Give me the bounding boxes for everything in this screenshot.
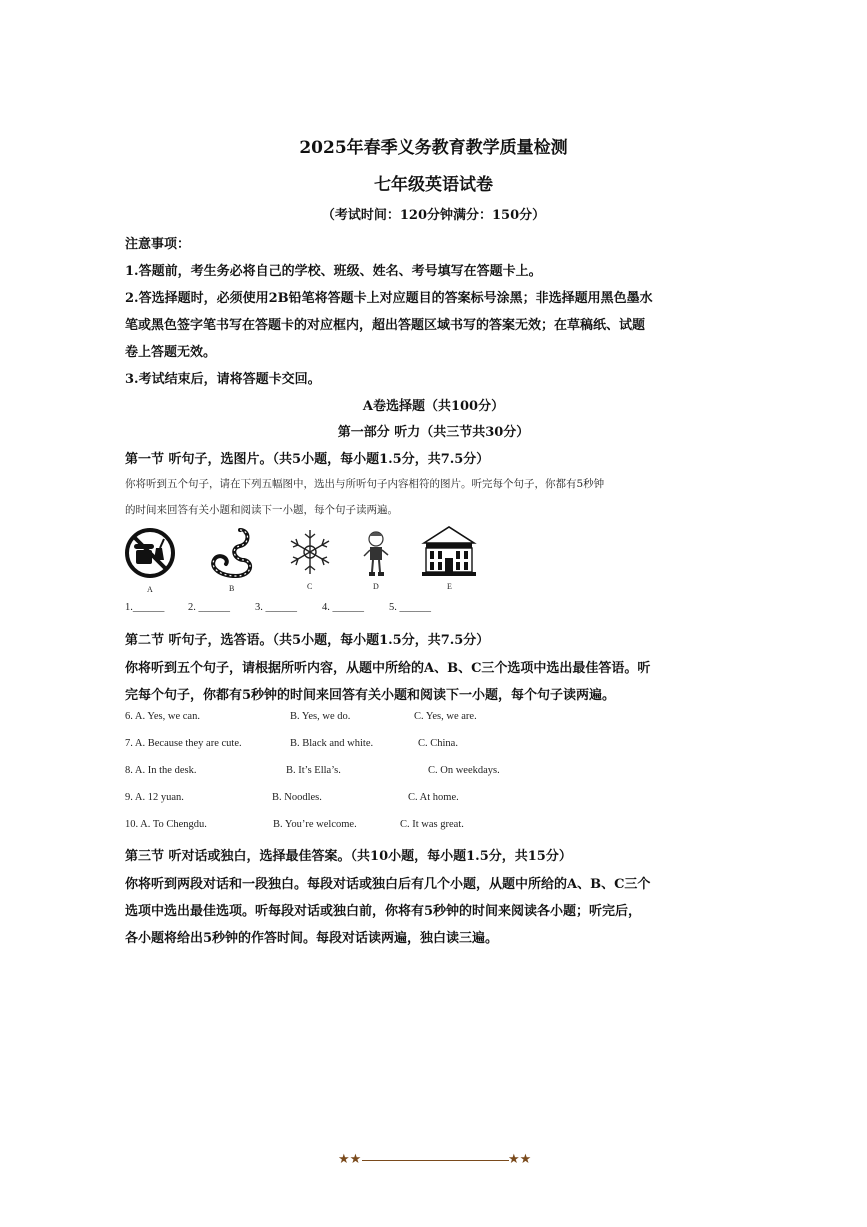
section-a-heading: A卷选择题（共100分） [362, 399, 505, 414]
notice-heading: 注意事项： [125, 237, 191, 252]
answer-blank-3[interactable]: 3. ______ [255, 602, 297, 613]
picture-label-d: D [373, 582, 379, 591]
notice-item-2-line-2: 笔或黑色签字笔书写在答题卡的对应框内，超出答题区域书写的答案无效；在草稿纸、试题 [125, 318, 646, 333]
picture-label-e: E [447, 582, 452, 591]
section1-instructions-line-2: 的时间来回答有关小题和阅读下一小题，每个句子读两遍。 [125, 504, 398, 516]
footer-divider [362, 1160, 509, 1161]
exam-info: （考试时间：120分钟满分：150分） [321, 208, 546, 223]
notice-item-2-line-3: 卷上答题无效。 [125, 345, 217, 360]
notice-item-1: 1.答题前，考生务必将自己的学校、班级、姓名、考号填写在答题卡上。 [125, 264, 542, 279]
snowflake-icon [286, 526, 334, 578]
section1-heading: 第一节 听句子，选图片。（共5小题，每小题1.5分，共7.5分） [125, 452, 490, 467]
answer-blank-1[interactable]: 1.______ [125, 602, 165, 613]
option-a[interactable]: 10. A. To Chengdu. [125, 819, 207, 830]
section2-heading: 第二节 听句子，选答语。（共5小题，每小题1.5分，共7.5分） [125, 633, 490, 648]
option-b[interactable]: B. It’s Ella’s. [286, 765, 341, 776]
option-b[interactable]: B. Black and white. [290, 738, 374, 749]
picture-label-b: B [229, 584, 235, 593]
option-c[interactable]: C. On weekdays. [428, 765, 500, 776]
notice-item-3: 3.考试结束后，请将答题卡交回。 [125, 372, 321, 387]
answer-blank-2[interactable]: 2. ______ [188, 602, 230, 613]
option-a[interactable]: 7. A. Because they are cute. [125, 738, 242, 749]
option-a[interactable]: 9. A. 12 yuan. [125, 792, 184, 803]
page-footer-ornament [338, 1152, 533, 1168]
option-c[interactable]: C. China. [418, 738, 458, 749]
section3-instructions-line-1: 你将听到两段对话和一段独白。每段对话或独白后有几个小题，从题中所给的A、B、C三个 [125, 877, 651, 892]
option-a[interactable]: 8. A. In the desk. [125, 765, 197, 776]
building-icon [420, 523, 478, 578]
section3-instructions-line-2: 选项中选出最佳选项。听每段对话或独白前，你将有5秒钟的时间来阅读各小题；听完后， [125, 904, 642, 919]
section2-instructions-line-2: 完每个句子，你都有5秒钟的时间来回答有关小题和阅读下一小题，每个句子读两遍。 [125, 688, 616, 703]
option-c[interactable]: C. At home. [408, 792, 459, 803]
star-icon: ★★ [338, 1152, 362, 1167]
section1-instructions-line-1: 你将听到五个句子，请在下列五幅图中，选出与所听句子内容相符的图片。听完每个句子，你都有5秒钟 [125, 478, 605, 490]
answer-blank-5[interactable]: 5. ______ [389, 602, 431, 613]
exam-title: 2025年春季义务教育教学质量检测 [299, 138, 568, 158]
no-fast-food-icon [124, 526, 176, 581]
child-icon [360, 530, 392, 580]
option-a[interactable]: 6. A. Yes, we can. [125, 711, 200, 722]
option-b[interactable]: B. Noodles. [272, 792, 322, 803]
section3-instructions-line-3: 各小题将给出5秒钟的作答时间。每段对话读两遍，独白读三遍。 [125, 931, 499, 946]
star-icon: ★★ [508, 1152, 532, 1167]
notice-item-2-line-1: 2.答选择题时，必须使用2B铅笔将答题卡上对应题目的答案标号涂黑；非选择题用黑色墨水 [125, 291, 653, 306]
option-b[interactable]: B. Yes, we do. [290, 711, 351, 722]
option-c[interactable]: C. It was great. [400, 819, 464, 830]
option-c[interactable]: C. Yes, we are. [414, 711, 477, 722]
answer-blank-4[interactable]: 4. ______ [322, 602, 364, 613]
section3-heading: 第三节 听对话或独白，选择最佳答案。（共10小题，每小题1.5分，共15分） [125, 849, 572, 864]
snake-icon [204, 524, 262, 582]
part1-heading: 第一部分 听力（共三节共30分） [337, 425, 530, 440]
exam-subtitle: 七年级英语试卷 [374, 175, 493, 195]
picture-label-a: A [147, 585, 153, 594]
picture-label-c: C [307, 582, 313, 591]
option-b[interactable]: B. You’re welcome. [273, 819, 357, 830]
section2-instructions-line-1: 你将听到五个句子，请根据所听内容，从题中所给的A、B、C三个选项中选出最佳答语。听 [125, 661, 651, 676]
